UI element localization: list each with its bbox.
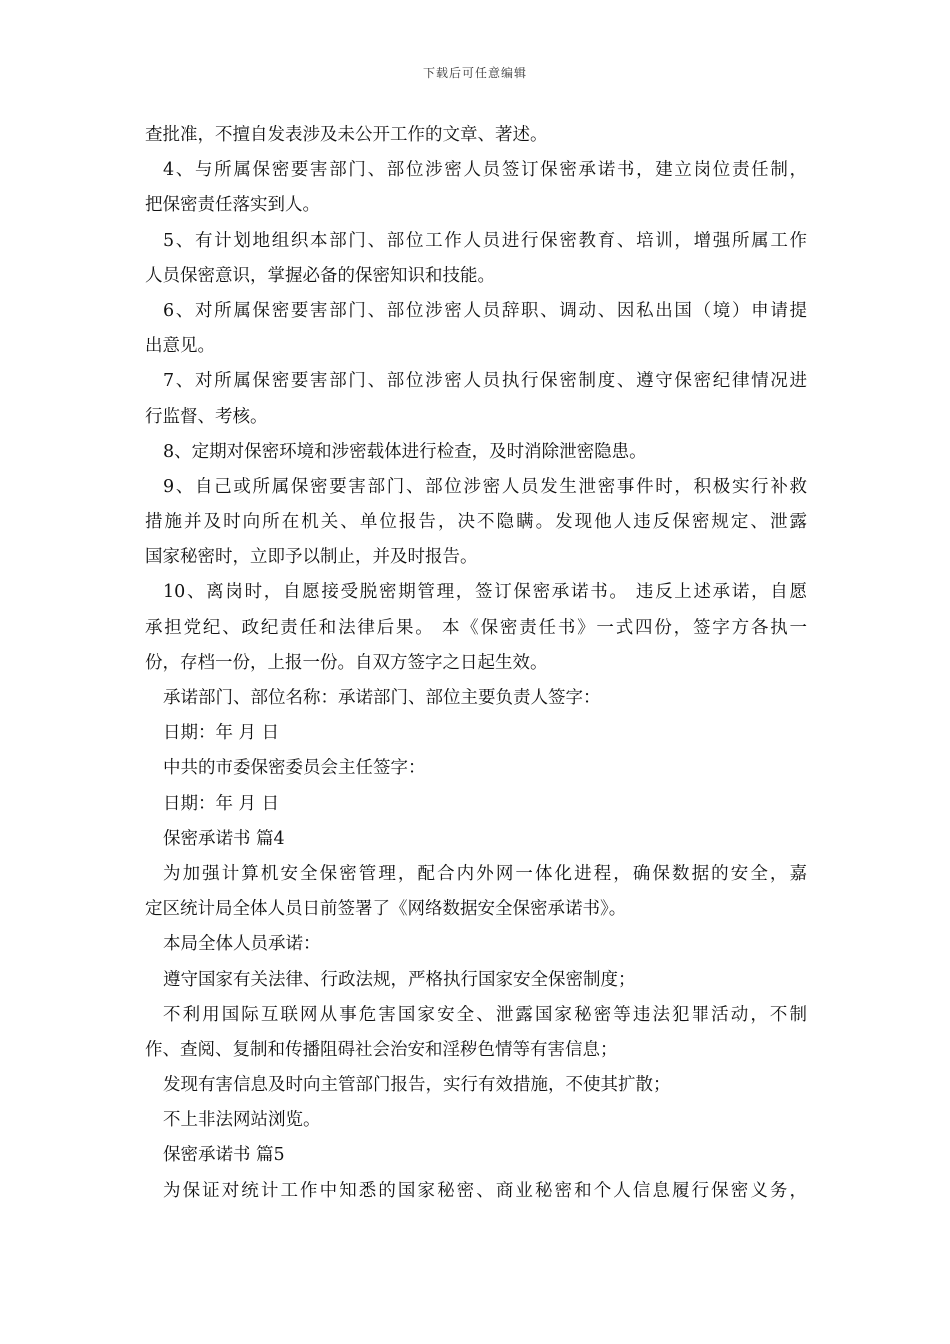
- text-line: 查批准，不擅自发表涉及未公开工作的文章、著述。: [145, 125, 548, 145]
- text-line: 日期：年 月 日: [163, 723, 280, 744]
- text-line: 把保密责任落实到人。: [145, 195, 320, 216]
- text-line: 9、自己或所属保密要害部门、部位涉密人员发生泄密事件时，积极实行补救: [163, 476, 807, 497]
- text-line: 不利用国际互联网从事危害国家安全、泄露国家秘密等违法犯罪活动，不制: [163, 1004, 807, 1025]
- text-line: 份，存档一份，上报一份。自双方签字之日起生效。: [145, 652, 548, 673]
- text-line: 发现有害信息及时向主管部门报告，实行有效措施，不使其扩散；: [163, 1075, 671, 1096]
- text-line: 作、查阅、复制和传播阻碍社会治安和淫秽色情等有害信息；: [145, 1039, 618, 1060]
- text-line: 保密承诺书 篇4: [163, 828, 285, 849]
- text-line: 行监督、考核。: [145, 406, 268, 427]
- text-line: 4、与所属保密要害部门、部位涉密人员签订保密承诺书，建立岗位责任制，: [163, 160, 807, 181]
- text-line: 7、对所属保密要害部门、部位涉密人员执行保密制度、遵守保密纪律情况进: [163, 371, 807, 392]
- text-line: 日期：年 月 日: [163, 793, 280, 814]
- text-line: 5、有计划地组织本部门、部位工作人员进行保密教育、培训，增强所属工作: [163, 230, 807, 251]
- text-line: 人员保密意识，掌握必备的保密知识和技能。: [145, 265, 495, 286]
- text-line: 8、定期对保密环境和涉密载体进行检查，及时消除泄密隐患。: [163, 441, 647, 462]
- text-line: 定区统计局全体人员日前签署了《网络数据安全保密承诺书》。: [145, 899, 627, 920]
- text-line: 国家秘密时，立即予以制止，并及时报告。: [145, 547, 478, 568]
- text-line: 承诺部门、部位名称：承诺部门、部位主要负责人签字：: [163, 688, 601, 708]
- document-body: [145, 118, 807, 1209]
- text-line: 为保证对统计工作中知悉的国家秘密、商业秘密和个人信息履行保密义务，: [163, 1180, 807, 1201]
- text-line: 不上非法网站浏览。: [163, 1110, 321, 1131]
- text-line: 出意见。: [145, 336, 215, 357]
- text-line: 为加强计算机安全保密管理，配合内外网一体化进程，确保数据的安全，嘉: [163, 863, 807, 884]
- text-line: 6、对所属保密要害部门、部位涉密人员辞职、调动、因私出国（境）申请提: [163, 300, 807, 321]
- text-line: 遵守国家有关法律、行政法规，严格执行国家安全保密制度；: [163, 969, 636, 990]
- text-line: 措施并及时向所在机关、单位报告，决不隐瞒。发现他人违反保密规定、泄露: [145, 512, 807, 533]
- page-header: 下载后可任意编辑: [422, 66, 527, 80]
- text-line: 保密承诺书 篇5: [163, 1145, 285, 1166]
- text-line: 中共的市委保密委员会主任签字：: [163, 758, 426, 779]
- text-line: 本局全体人员承诺：: [163, 934, 321, 955]
- text-line: 承担党纪、政纪责任和法律后果。 本《保密责任书》一式四份，签字方各执一: [145, 617, 807, 638]
- text-line: 10、离岗时，自愿接受脱密期管理，签订保密承诺书。 违反上述承诺，自愿: [163, 582, 807, 603]
